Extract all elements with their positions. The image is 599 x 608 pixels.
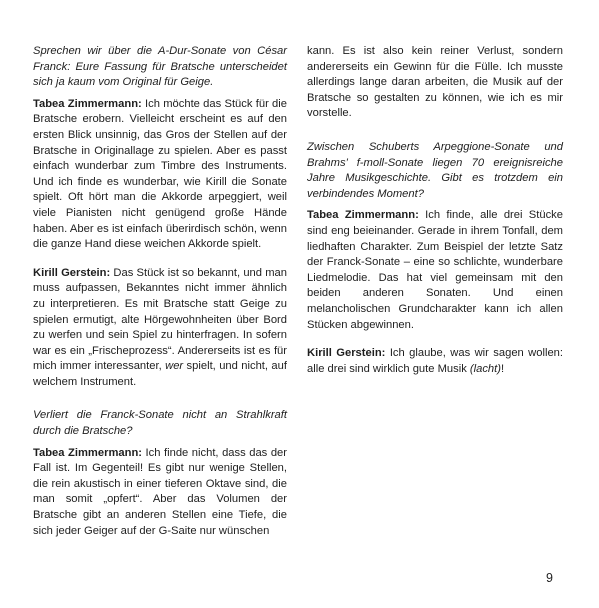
left-column	[33, 44, 287, 552]
interview-answer	[33, 266, 287, 391]
speaker-name: Tabea Zimmermann:	[33, 97, 142, 110]
interview-question: Zwischen Schuberts Arpeggione-Sonate und Brahms’ f-moll-Sonate liegen 70 ereignisreiche Jahre Musikgeschichte. Gibt es trotzdem ein verbindendes Moment?	[307, 140, 563, 200]
interview-question: Sprechen wir über die A-Dur-Sonate von César Franck: Eure Fassung für Bratsche unterscheidet sich ja kaum vom Original für Geige.	[33, 45, 287, 89]
interview-answer	[307, 346, 563, 377]
answer-text: Ich finde nicht, dass das der Fall ist. Im Gegenteil! Es gibt nur wenige Stellen, die rein akustisch in einer tieferen Oktave sind, die man somit „opfert“. Aber das Volumen der Bratsche gibt an anderen Stellen eine Tiefe, die sich jeder Geiger auf der G-Saite nur wünschen	[33, 446, 287, 537]
answer-text: Ich möchte das Stück für die Bratsche erobern. Vielleicht erscheint es auf den ersten Blick unsinnig, das Gros der Stellen auf der Bratsche in Originallage zu spielen. Aber es passt einfach wunderbar zum Timbre des Instruments. Und ich finde es wunderbar, wie Kirill die Sonate spielt. Oft hört man die Akkorde arpeggiert, weil viele Pianisten nicht genügend große Hände haben. Aber es ist einfach überirdisch schön, wenn die ganze Hand diese weichen Akkorde spielt.	[33, 97, 287, 251]
emphasis-text: wer	[165, 360, 184, 373]
answer-text-after: !	[501, 362, 505, 375]
answer-text: Ich finde, alle drei Stücke sind eng beieinander. Gerade in ihrem Tonfall, dem liedhaften Charakter. Zum Beispiel der letzte Satz der Franck-Sonate – eine so schlichte, wunderbare Liedmelodie. Das hat viel gemeinsam mit den beiden anderen Sonaten. Und einen melancholischen Grundcharakter kann ich allen Stücken abgewinnen.	[307, 209, 563, 331]
right-column	[307, 44, 563, 390]
page-number: 9	[546, 571, 553, 585]
speaker-name: Tabea Zimmermann:	[307, 209, 419, 222]
interview-answer	[33, 97, 287, 253]
interview-question: Verliert die Franck-Sonate nicht an Strahlkraft durch die Bratsche?	[33, 409, 287, 438]
interview-answer	[307, 208, 563, 333]
speaker-name: Kirill Gerstein:	[307, 347, 386, 360]
answer-continuation: kann. Es ist also kein reiner Verlust, sondern andererseits ein Gewinn für die Fülle. Ich musste allerdings lange daran arbeiten, die Musik auf der Bratsche so gestalten zu können, wie ich es mir vorstelle.	[307, 45, 563, 120]
answer-text-after: spielt, und nicht, auf welchem Instrument.	[33, 360, 287, 388]
answer-text: Ich glaube, was wir sagen wollen: alle drei sind wirklich gute Musik	[307, 347, 563, 375]
emphasis-text: (lacht)	[469, 362, 501, 375]
answer-text: Das Stück ist so bekannt, und man muss aufpassen, Bekanntes nicht immer ähnlich zu interpretieren. Es mit Bratsche statt Geige zu spielen ermutigt, alte Hörgewohnheiten über Bord zu werfen und sein Spiel zu hinterfragen. In sofern war es ein „Frischeprozess“. Andererseits ist es für mich immer interessanter,	[33, 266, 287, 373]
interview-answer	[33, 446, 287, 540]
speaker-name: Tabea Zimmermann:	[33, 446, 143, 459]
speaker-name: Kirill Gerstein:	[33, 266, 111, 279]
